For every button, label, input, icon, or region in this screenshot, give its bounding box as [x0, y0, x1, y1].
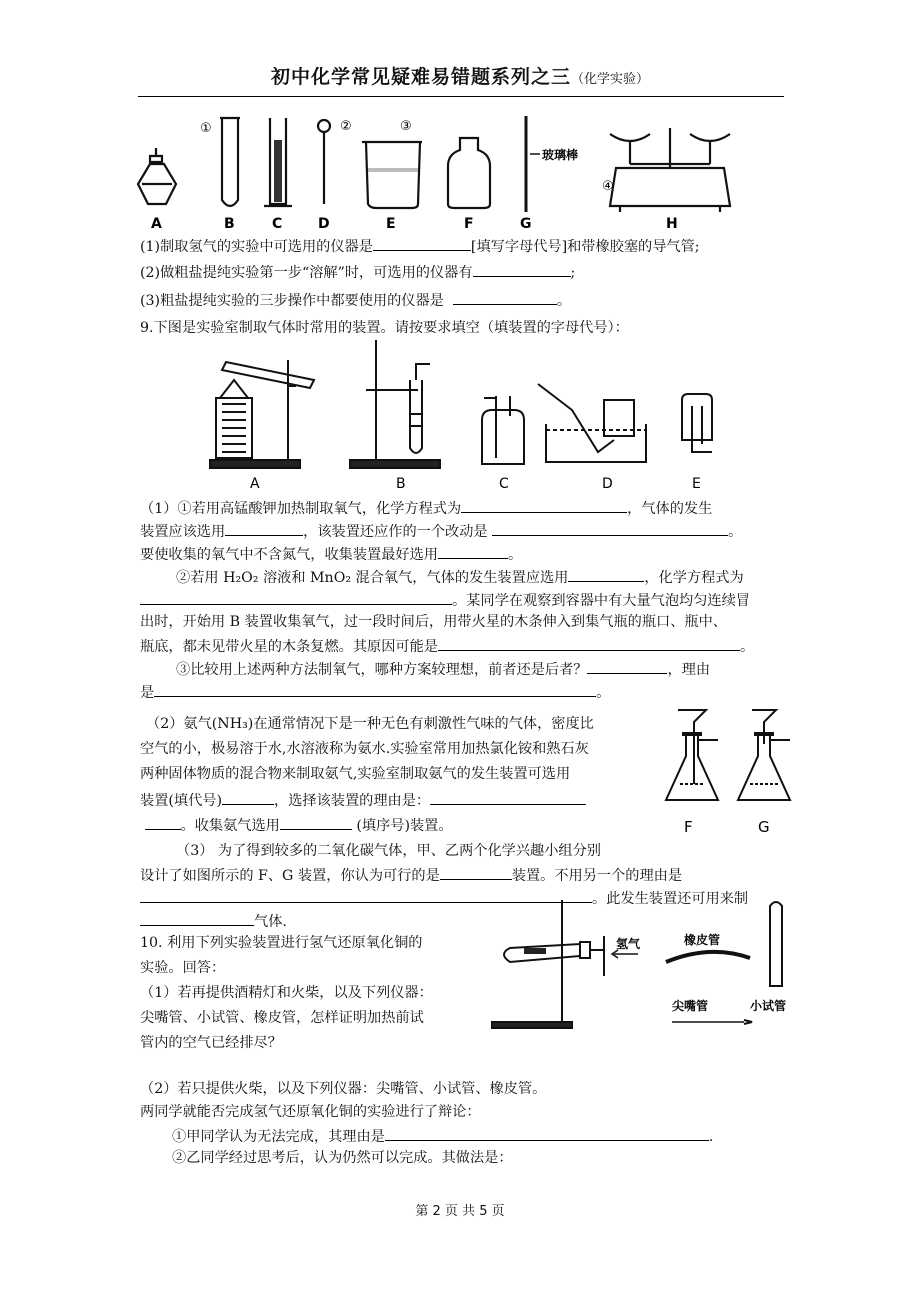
q9-n3-line-2: 设计了如图所示的 F、G 装置，你认为可行的是 装置。不用另一个的理由是	[140, 863, 682, 887]
q10-line-3: （1）若再提供酒精灯和火柴，以及下列仪器：	[140, 985, 433, 1001]
fig1-label-b: B	[224, 216, 235, 232]
blank-jia-reason[interactable]	[385, 1124, 709, 1141]
fig2-label-e: E	[692, 476, 701, 490]
q10-line-7: 两同学就能否完成氢气还原氧化铜的实验进行了辩论：	[140, 1104, 481, 1120]
q10-line-6: （2）若只提供火柴，以及下列仪器：尖嘴管、小试管、橡皮管。	[140, 1081, 547, 1097]
blank-nh3-collector[interactable]	[280, 813, 352, 830]
header-rule	[138, 96, 784, 97]
blank-generator-h2o2[interactable]	[568, 565, 644, 582]
blank-generator-a[interactable]	[225, 519, 303, 536]
q9-p3-line-2: 是 。	[140, 680, 610, 704]
q10-line-5: 管内的空气已经排尽？	[140, 1035, 282, 1051]
q8-line-3: (3)粗盐提纯实验的三步操作中都要使用的仪器是 。	[140, 288, 571, 312]
q9-n2-line-4: 装置(填代号) ，选择该装置的理由是：	[140, 788, 586, 812]
fig2-label-b: B	[396, 476, 406, 490]
fg-figure	[660, 700, 800, 840]
q8-line-1: (1)制取氢气的实验中可选用的仪器是 [填写字母代号]和带橡胶塞的导气管;	[140, 234, 700, 258]
q9-n2-line-2: 空气的小，极易溶于水,水溶液称为氨水.实验室常用加热氯化铵和熟石灰	[140, 741, 589, 757]
fig1-label-a: A	[151, 216, 162, 232]
q8-line-2: (2)做粗盐提纯实验第一步“溶解”时，可选用的仪器有 ;	[140, 260, 575, 284]
q9-intro: 9.下图是实验室制取气体时常用的装置。请按要求填空（填装置的字母代号）：	[140, 320, 629, 336]
q9-n2-line-3: 两种固体物质的混合物来制取氨气,实验室制取氨气的发生装置可选用	[140, 766, 571, 782]
blank-reason[interactable]	[438, 634, 740, 651]
q9-n2-line-1: （2）氨气(NH₃)在通常情况下是一种无色有刺激性气味的气体，密度比	[146, 716, 594, 732]
q9-n3-line-1: （3） 为了得到较多的二氧化碳气体，甲、乙两个化学兴趣小组分别	[176, 843, 601, 859]
glass-rod-label: 玻璃棒	[542, 148, 579, 162]
fig2-label-a: A	[250, 476, 260, 490]
blank-modification[interactable]	[492, 519, 728, 536]
page-header	[140, 62, 780, 89]
q9-p2-line-1: ②若用 H₂O₂ 溶液和 MnO₂ 混合氧气，气体的发生装置应选用 ，化学方程式为	[176, 565, 744, 589]
q9-p1-line-1: （1）①若用高锰酸钾加热制取氧气，化学方程式为 ，气体的发生	[140, 496, 712, 520]
h2-reduction-figure	[488, 896, 796, 1036]
marker-1: ①	[200, 121, 212, 136]
fig-g-label: G	[758, 818, 770, 836]
q10-line-9: ②乙同学经过思考后，认为仍然可以完成。其做法是：	[172, 1150, 513, 1166]
fig1-label-c: C	[272, 216, 283, 232]
blank-q8-2[interactable]	[473, 260, 571, 277]
q9-n3-line-3: 。此发生装置还可用来制	[140, 886, 748, 910]
page-title: 初中化学常见疑难易错题系列之三	[270, 66, 571, 88]
blank-collector[interactable]	[438, 542, 508, 559]
page-footer: 第 2 页 共 5 页	[415, 1204, 505, 1219]
blank-feasible[interactable]	[440, 863, 512, 880]
blank-compare-reason[interactable]	[154, 680, 596, 697]
blank-nh3-reason[interactable]	[430, 788, 586, 805]
q9-n3-line-4: 气体.	[140, 909, 287, 933]
q9-p2-line-2: 。某同学在观察到容器中有大量气泡均匀连续冒	[140, 588, 750, 612]
page-subtitle: （化学实验）	[571, 72, 650, 87]
blank-other-gas[interactable]	[140, 909, 254, 926]
marker-4: ④	[602, 179, 614, 194]
rubber-tube-label: 橡皮管	[684, 933, 721, 947]
fig1-label-f: F	[464, 216, 474, 232]
q10-line-4: 尖嘴管、小试管、橡皮管，怎样证明加热前试	[140, 1010, 424, 1026]
blank-h2o2-equation[interactable]	[140, 588, 452, 605]
q10-line-2: 实验。回答：	[140, 960, 226, 976]
blank-nh3-generator[interactable]	[222, 788, 274, 805]
instruments-figure	[130, 108, 770, 234]
blank-q8-3[interactable]	[453, 288, 557, 305]
fig-f-label: F	[684, 818, 693, 836]
marker-3: ③	[400, 119, 412, 134]
fig2-label-d: D	[602, 476, 613, 490]
hydrogen-label: 氢气	[616, 937, 641, 951]
nozzle-label: 尖嘴管	[672, 999, 709, 1013]
q10-line-1: 10. 利用下列实验装置进行氢气还原氧化铜的	[140, 935, 423, 951]
fig1-label-h: H	[666, 216, 678, 232]
marker-2: ②	[340, 119, 352, 134]
apparatus-figure	[200, 340, 740, 490]
small-tube-label: 小试管	[750, 999, 787, 1013]
q9-p3-line-1: ③比较用上述两种方法制氧气，哪种方案较理想，前者还是后者？ ，理由	[176, 657, 710, 681]
blank-nh3-reason-cont[interactable]	[145, 813, 181, 830]
q9-n2-line-5: 。收集氨气选用 (填序号)装置。	[140, 813, 453, 837]
fig1-label-d: D	[318, 216, 330, 232]
fig1-label-e: E	[386, 216, 396, 232]
blank-compare[interactable]	[587, 657, 667, 674]
blank-q8-1[interactable]	[373, 234, 471, 251]
q9-p2-line-4: 瓶底，都未见带火星的木条复燃。其原因可能是 。	[140, 634, 754, 658]
q9-p2-line-3: 出时，开始用 B 装置收集氧气，过一段时间后，用带火星的木条伸入到集气瓶的瓶口、瓶中、	[140, 614, 727, 630]
q10-line-8: ①甲同学认为无法完成，其理由是 .	[172, 1124, 713, 1148]
q9-p1-line-2: 装置应该选用 ，该装置还应作的一个改动是 。	[140, 519, 742, 543]
q9-p1-line-3: 要使收集的氧气中不含氮气，收集装置最好选用 。	[140, 542, 522, 566]
fig1-label-g: G	[520, 216, 532, 232]
fig2-label-c: C	[499, 476, 509, 490]
blank-kmno4-equation[interactable]	[461, 496, 627, 513]
